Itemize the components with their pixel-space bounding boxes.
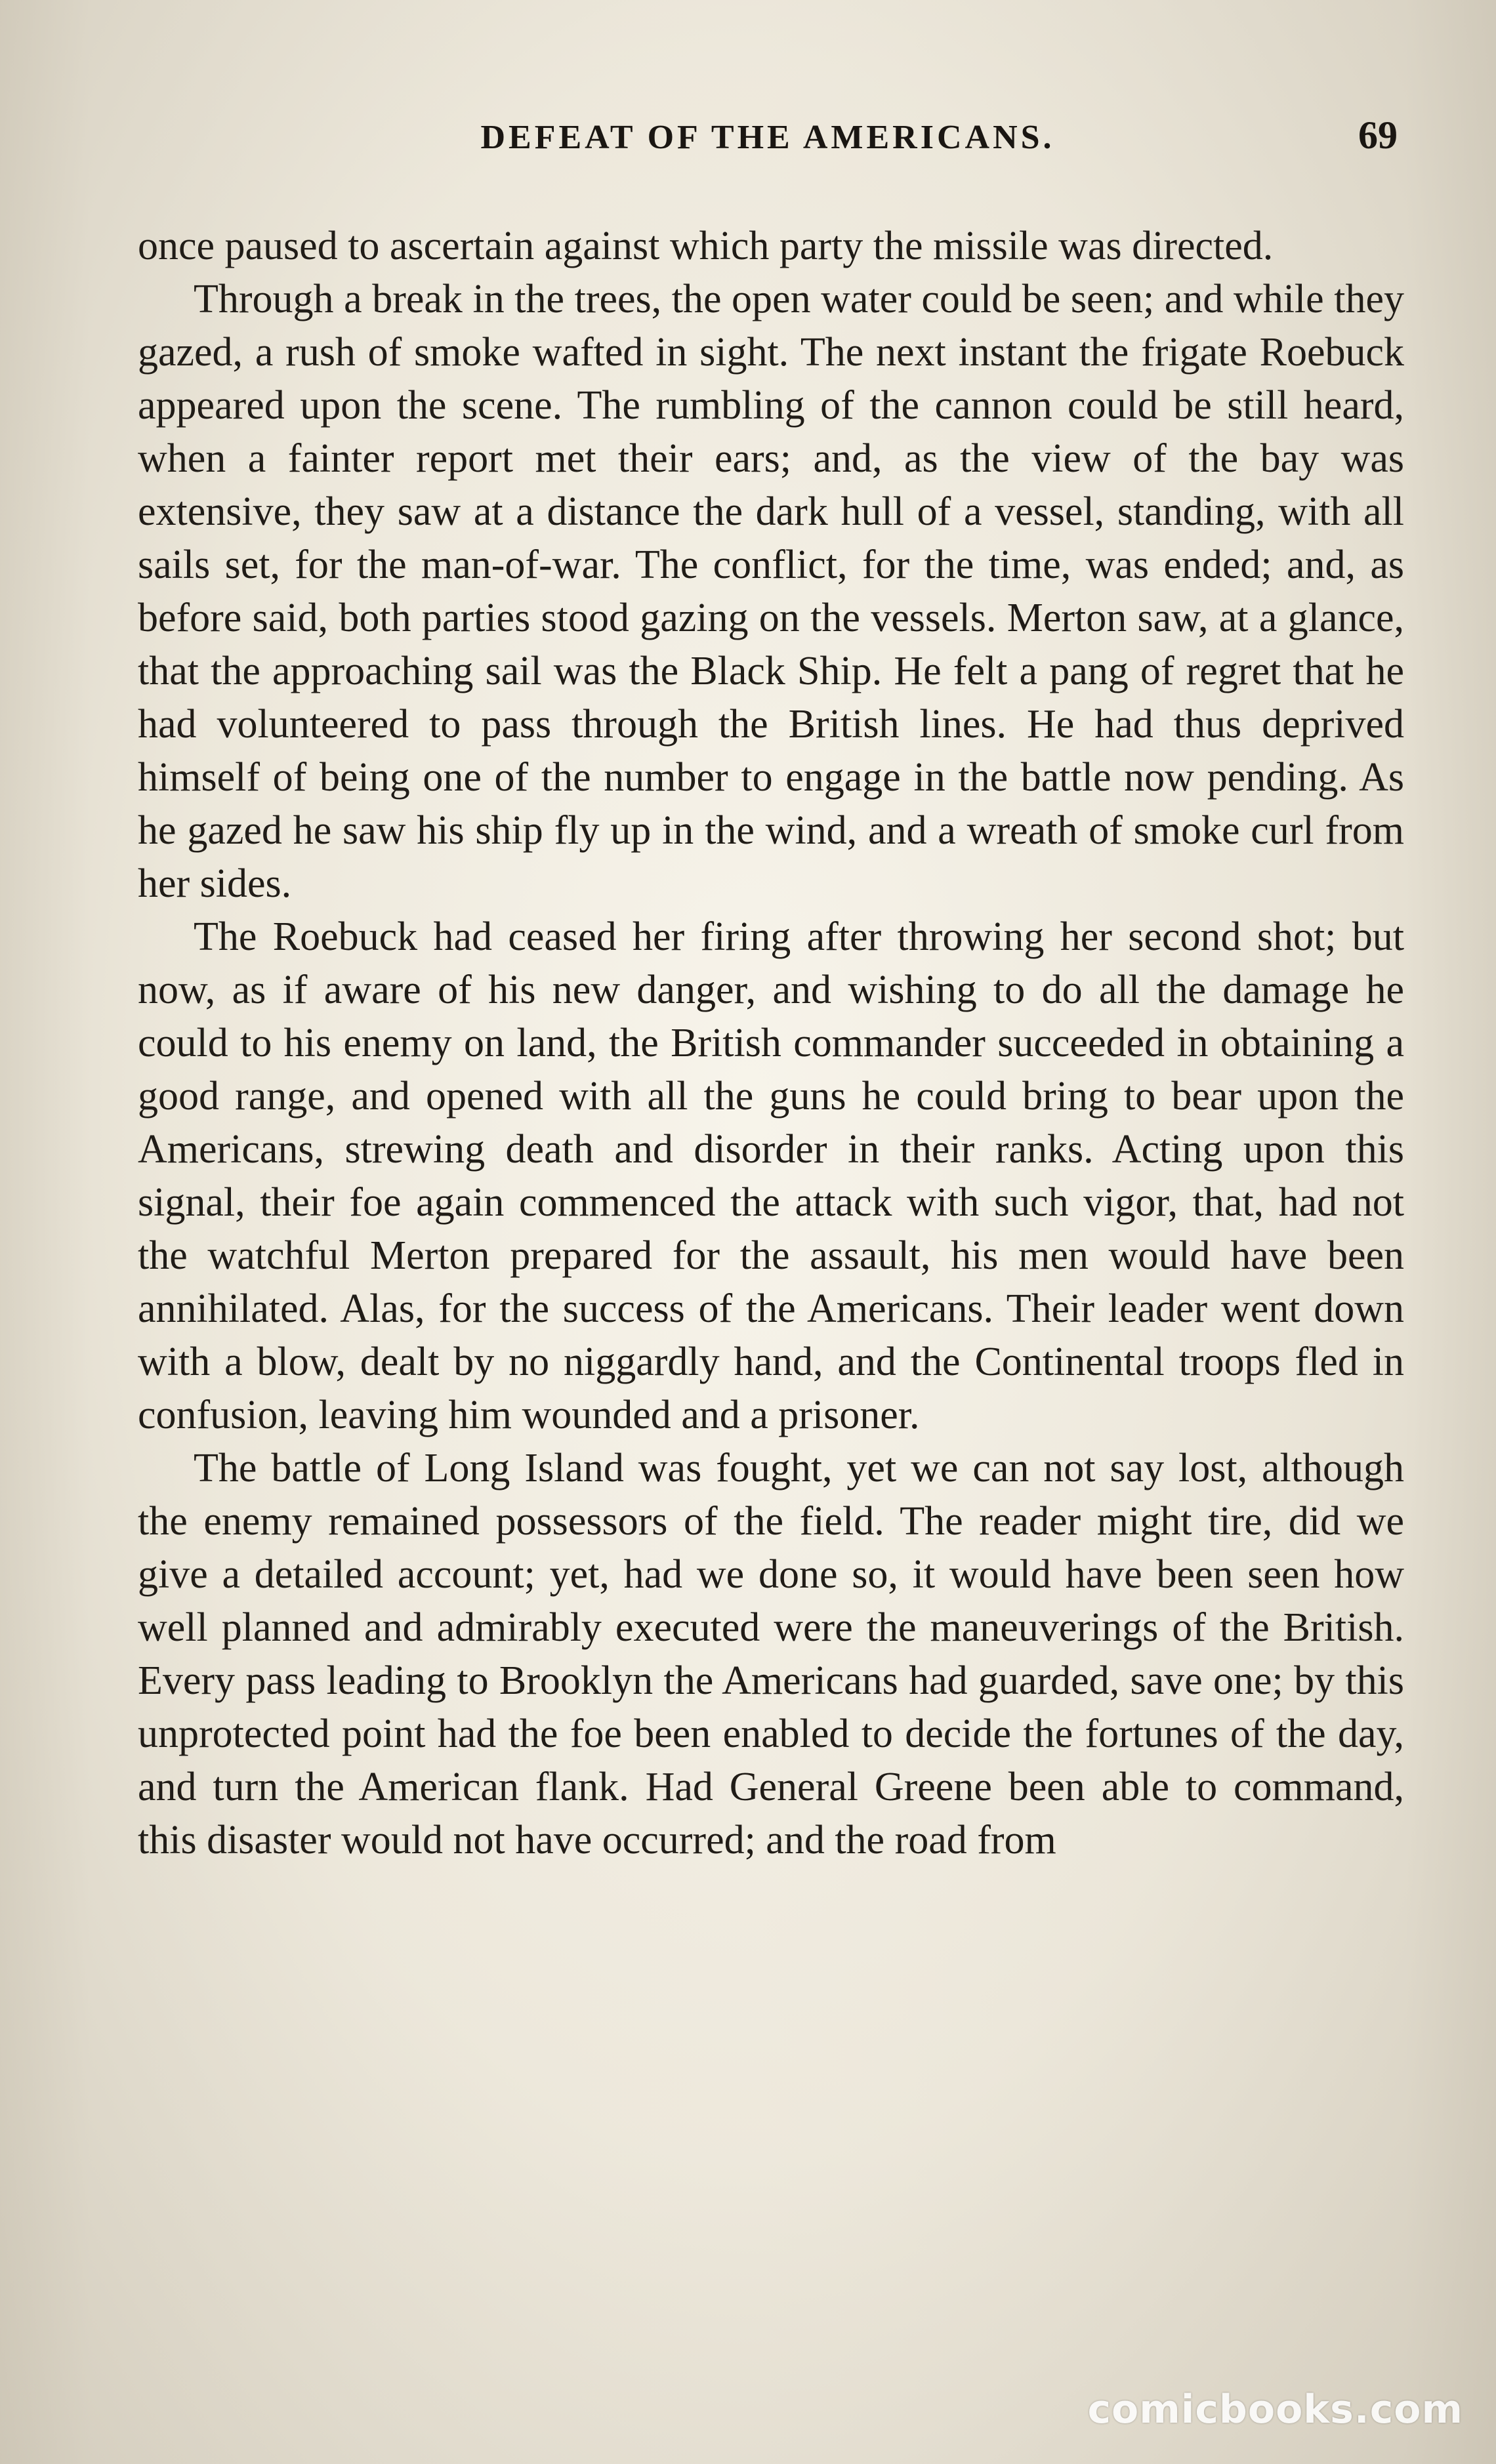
page-number: 69: [1358, 113, 1398, 157]
watermark: comicbooks.com: [1087, 2387, 1463, 2433]
paragraph-1: once paused to ascertain against which party the missile was directed.: [138, 224, 1274, 268]
body-text: [138, 220, 1404, 1867]
running-title: DEFEAT OF THE AMERICANS.: [480, 119, 1055, 156]
paragraph-4: The battle of Long Island was fought, yet we can not say lost, although the enemy remained possessors of the field. The reader might tire, did we give a detailed account; yet, had we done so, it would have been seen how well planned and admirably executed were the maneuverings of the British. Every pass leading to Brooklyn the Americans had guarded, save one; by this unprotected point had the foe been enabled to decide the fortunes of the day, and turn the American flank. Had General Greene been able to command, this disaster would not have occurred; and the road from: [138, 1446, 1404, 1862]
paragraph-2: Through a break in the trees, the open water could be seen; and while they gazed, a rush of smoke wafted in sight. The next instant the frigate Roebuck appeared upon the scene. The rumbling of the cannon could be still heard, when a fainter report met their ears; and, as the view of the bay was extensive, they saw at a distance the dark hull of a vessel, standing, with all sails set, for the man-of-war. The conflict, for the time, was ended; and, as before said, both parties stood gazing on the vessels. Merton saw, at a glance, that the approaching sail was the Black Ship. He felt a pang of regret that he had volunteered to pass through the British lines. He had thus deprived himself of being one of the number to engage in the battle now pending. As he gazed he saw his ship fly up in the wind, and a wreath of smoke curl from her sides.: [138, 277, 1404, 906]
paragraph-3: The Roebuck had ceased her firing after throwing her second shot; but now, as if aware of his new danger, and wishing to do all the damage he could to his enemy on land, the British commander succeeded in obtaining a good range, and opened with all the guns he could bring to bear upon the Americans, strewing death and disorder in their ranks. Acting upon this signal, their foe again commenced the attack with such vigor, that, had not the watchful Merton prepared for the assault, his men would have been annihilated. Alas, for the success of the Americans. Their leader went down with a blow, dealt by no niggardly hand, and the Continental troops fled in confusion, leaving him wounded and a prisoner.: [138, 914, 1404, 1437]
running-head: [138, 113, 1398, 164]
